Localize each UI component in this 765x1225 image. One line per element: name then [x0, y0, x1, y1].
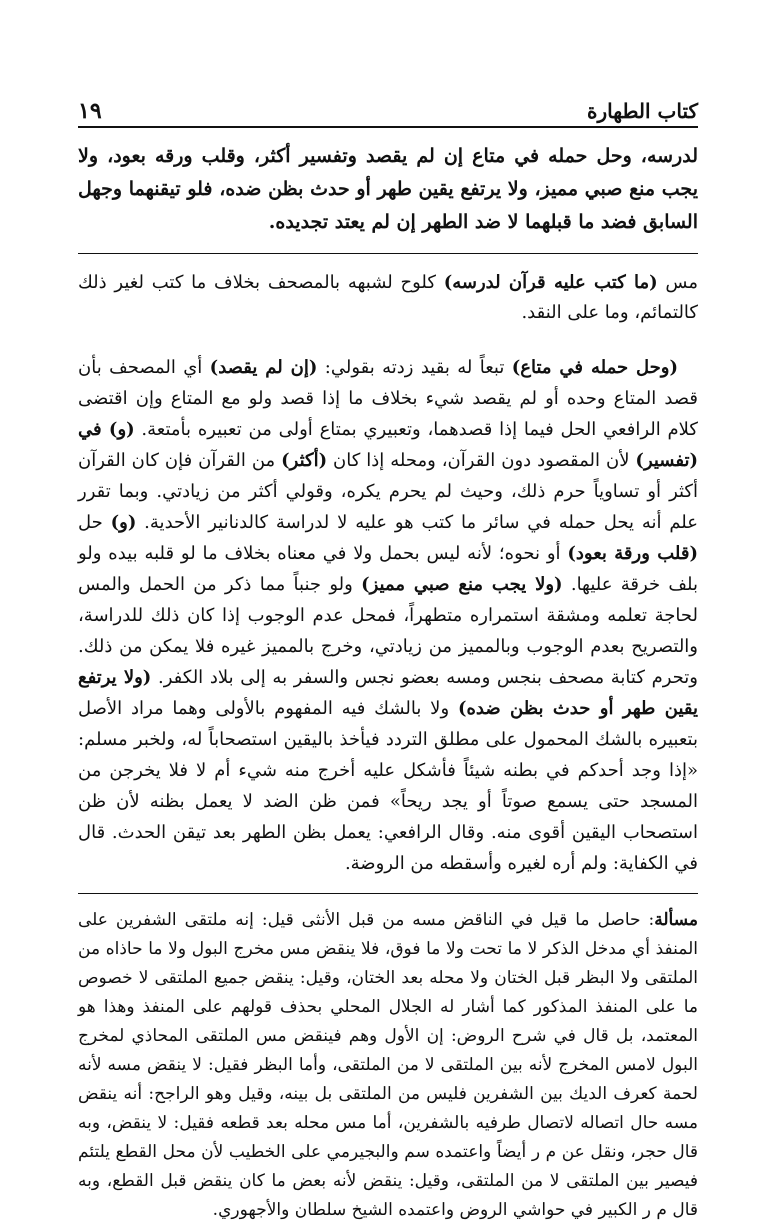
footnote-paragraph — [78, 906, 698, 1225]
matn-quote: (قلب ورقة بعود) — [567, 543, 699, 564]
matn-quote: (ولا يجب منع صبي مميز) — [361, 574, 563, 595]
matn-quote: (وحل حمله في متاع) — [511, 357, 678, 378]
commentary-intro-paragraph — [78, 268, 698, 328]
commentary-intro — [78, 268, 698, 328]
text-run: أي المصحف بأن قصد المتاع وحده أو لم يقصد شيء بخلاف ما إذا قصد ولو مع المتاع وإن اقتضى كلام الرافعي الحل فيما إذا قصدهما، وتعبيري بمتاع أولى من تعبيره بأمتعة. — [78, 357, 698, 440]
matn-quote: (ما كتب عليه قرآن لدرسه) — [443, 272, 658, 293]
matn-quote: (و) — [110, 512, 137, 533]
text-run: لأن المقصود دون القرآن، ومحله إذا كان — [327, 450, 636, 471]
matn-text — [78, 140, 698, 239]
book-page — [78, 82, 699, 1220]
matn-quote: (و) في (تفسير) — [78, 419, 698, 471]
matn-quote: (إن لم يقصد) — [209, 357, 318, 378]
text-run: حل — [78, 512, 111, 533]
text-run: ولا بالشك فيه المفهوم بالأولى وهما مراد الأصل بتعبيره بالشك المحمول على مطلق التردد فيأخذ باليقين استصحاباً له، ولخبر مسلم: «إذا وجد أحدكم في بطنه شيئاً فأشكل عليه أخرج منه شيء أم لا فلا يخرجن من المسجد حتى يسمع صوتاً أو يجد ريحاً» فمن ظن الضد لا يعمل بظنه لأن ظن استصحاب اليقين أقوى منه. وقال الرافعي: يعمل بظن الطهر بعد تيقن الحدث. قال في الكفاية: ولم أره لغيره وأسقطه من الروضة. — [78, 698, 698, 874]
footnote — [78, 906, 698, 1225]
matn-paragraph: لدرسه، وحل حمله في متاع إن لم يقصد وتفسير أكثر، وقلب ورقه بعود، ولا يجب منع صبي مميز، ولا يرتفع يقين طهر أو حدث بظن ضده، فلو تيقنهما وجهل السابق فضد ما قبلهما لا ضد الطهر إن لم يعتد تجديده. — [78, 145, 698, 233]
matn-quote: (ولا يرتفع يقين طهر أو حدث بظن ضده) — [78, 667, 698, 719]
page-header — [78, 82, 698, 128]
text-run: مس — [657, 272, 699, 293]
commentary-main — [78, 352, 698, 879]
section-divider — [78, 253, 698, 254]
running-title: كتاب الطهارة — [587, 99, 698, 123]
text-run: تبعاً له بقيد زدته بقولي: — [317, 357, 512, 378]
commentary-main-paragraph — [78, 352, 698, 879]
footnote-heading: مسألة — [654, 910, 698, 930]
text-run: كلوح لشبهه بالمصحف بخلاف ما كتب لغير ذلك كالتمائم، وما على النقد. — [78, 272, 698, 323]
matn-quote: (أكثر) — [281, 450, 328, 471]
text-run: : حاصل ما قيل في الناقض مسه من قبل الأنثى قيل: إنه ملتقى الشفرين على المنفذ أي مدخل الذكر لا ما تحت ولا ما فوق، فلا ينقض مس مخرج البول ولا ما حاذاه من الملتقى ولا البظر قبل الختان ولا محله بعد الختان، وقيل: ينقض جميع الملتقى لا خصوص ما على المنفذ المذكور كما أشار له الجلال المحلي بحذف قولهم على المنفذ وهذا هو المعتمد، بل قال في شرح الروض: إن الأول وهم فينقض مس الملتقى المحاذي لمخرج البول لامس المخرج لأنه بين الملتقى لا من الملتقى، وأما البظر فقيل: لا ينقض مسه لأنه لحمة كعرف الديك بين الشفرين فليس من الملتقى بل بينه، وقيل وهو الراجح: أنه ينقض مسه حال اتصاله لاتصال طرفيه بالشفرين، أما مس محله بعد قطعه فقيل: لا ينقض، وبه قال حجر، ونقل عن م ر أيضاً واعتمده سم والبجيرمي على الخطيب لأن محل القطع يلتئم فيصير بين الملتقى لا من الملتقى، وقيل: ينقض لأنه بعض ما كان ينقض قبل القطع، وبه قال م ر الكبير في حواشي الروض واعتمده الشيخ سلطان والأجهوري. — [78, 910, 698, 1220]
page-number: ١٩ — [78, 98, 102, 124]
footnote-divider — [78, 893, 698, 894]
text-run: من القرآن فإن كان القرآن أكثر أو تساوياً حرم ذلك، وحيث لم يحرم يكره، وقولي أكثر من زيادتي. وبما تقرر علم أنه يحل حمله في سائر ما كتب هو عليه لا لدراسة كالدنانير الأحدية. — [78, 450, 698, 533]
text-run: ولو جنباً مما ذكر من الحمل والمس لحاجة تعلمه ومشقة استمراره متطهراً، فمحل عدم الوجوب إذا كان ذلك للدراسة، والتصريح بعدم الوجوب وبالمميز من زيادتي، وخرج بالمميز غيره فلا يمكن من ذلك. وتحرم كتابة مصحف بنجس ومسه بعضو نجس والسفر به إلى بلاد الكفر. — [78, 574, 698, 688]
text-run: أو نحوه؛ لأنه ليس بحمل ولا في معناه بخلاف ما لو قلبه بيده ولو بلف خرقة عليها. — [78, 543, 698, 595]
